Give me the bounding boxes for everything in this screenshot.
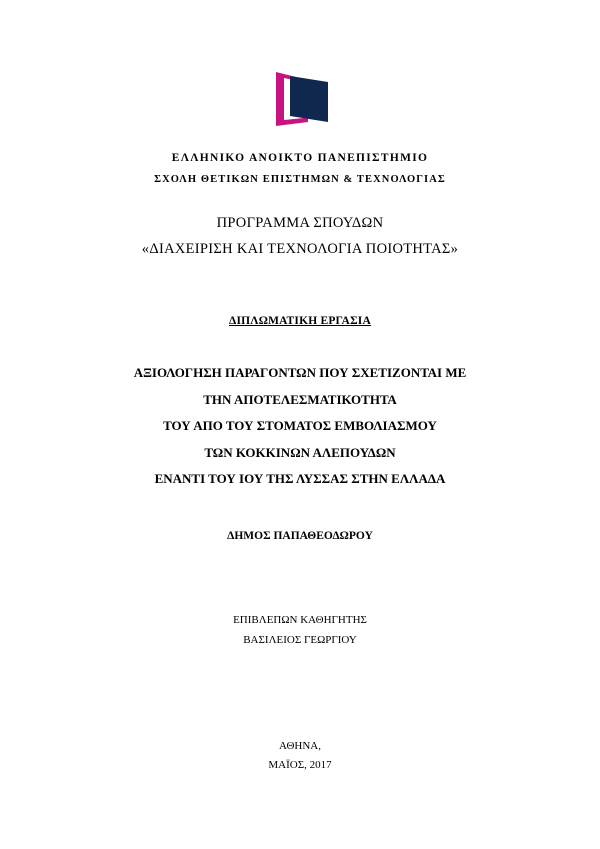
city: ΑΘΗΝΑ,	[278, 740, 322, 752]
title-line: ΤΗΝ ΑΠΟΤΕΛΕΣΜΑΤΙΚΟΤΗΤΑ	[203, 391, 397, 407]
school-name: ΣΧΟΛΗ ΘΕΤΙΚΩΝ ΕΠΙΣΤΗΜΩΝ & ΤΕΧΝΟΛΟΓΙΑΣ	[154, 174, 446, 185]
program-name: «ΔΙΑΧΕΙΡΙΣΗ ΚΑΙ ΤΕΧΝΟΛΟΓΙΑ ΠΟΙΟΤΗΤΑΣ»	[141, 241, 459, 257]
thesis-title	[0, 360, 600, 493]
supervisor-label: ΕΠΙΒΛΕΠΩΝ ΚΑΘΗΓΗΤΗΣ	[233, 614, 367, 626]
university-name: ΕΛΛΗΝΙΚΟ ΑΝΟΙΚΤΟ ΠΑΝΕΠΙΣΤΗΜΙΟ	[171, 152, 429, 164]
title-line: ΤΩΝ ΚΟΚΚΙΝΩΝ ΑΛΕΠΟΥΔΩΝ	[204, 444, 396, 460]
supervisor-name: ΒΑΣΙΛΕΙΟΣ ΓΕΩΡΓΙΟΥ	[243, 634, 357, 646]
author-name: ΔΗΜΟΣ ΠΑΠΑΘΕΟΔΩΡΟΥ	[227, 530, 373, 542]
title-line: ΑΞΙΟΛΟΓΗΣΗ ΠΑΡΑΓΟΝΤΩΝ ΠΟΥ ΣΧΕΤΙΖΟΝΤΑΙ ΜΕ	[133, 365, 467, 380]
university-logo-icon	[276, 72, 328, 126]
date: ΜΑΪΟΣ, 2017	[268, 759, 332, 771]
document-type: ΔΙΠΛΩΜΑΤΙΚΗ ΕΡΓΑΣΙΑ	[229, 315, 371, 327]
program-label: ΠΡΟΓΡΑΜΜΑ ΣΠΟΥΔΩΝ	[216, 215, 384, 231]
title-line: ΤΟΥ ΑΠΟ ΤΟΥ ΣΤΟΜΑΤΟΣ ΕΜΒΟΛΙΑΣΜΟΥ	[163, 418, 437, 433]
title-line: ΕΝΑΝΤΙ ΤΟΥ ΙΟΥ ΤΗΣ ΛΥΣΣΑΣ ΣΤΗΝ ΕΛΛΑΔΑ	[154, 471, 446, 486]
